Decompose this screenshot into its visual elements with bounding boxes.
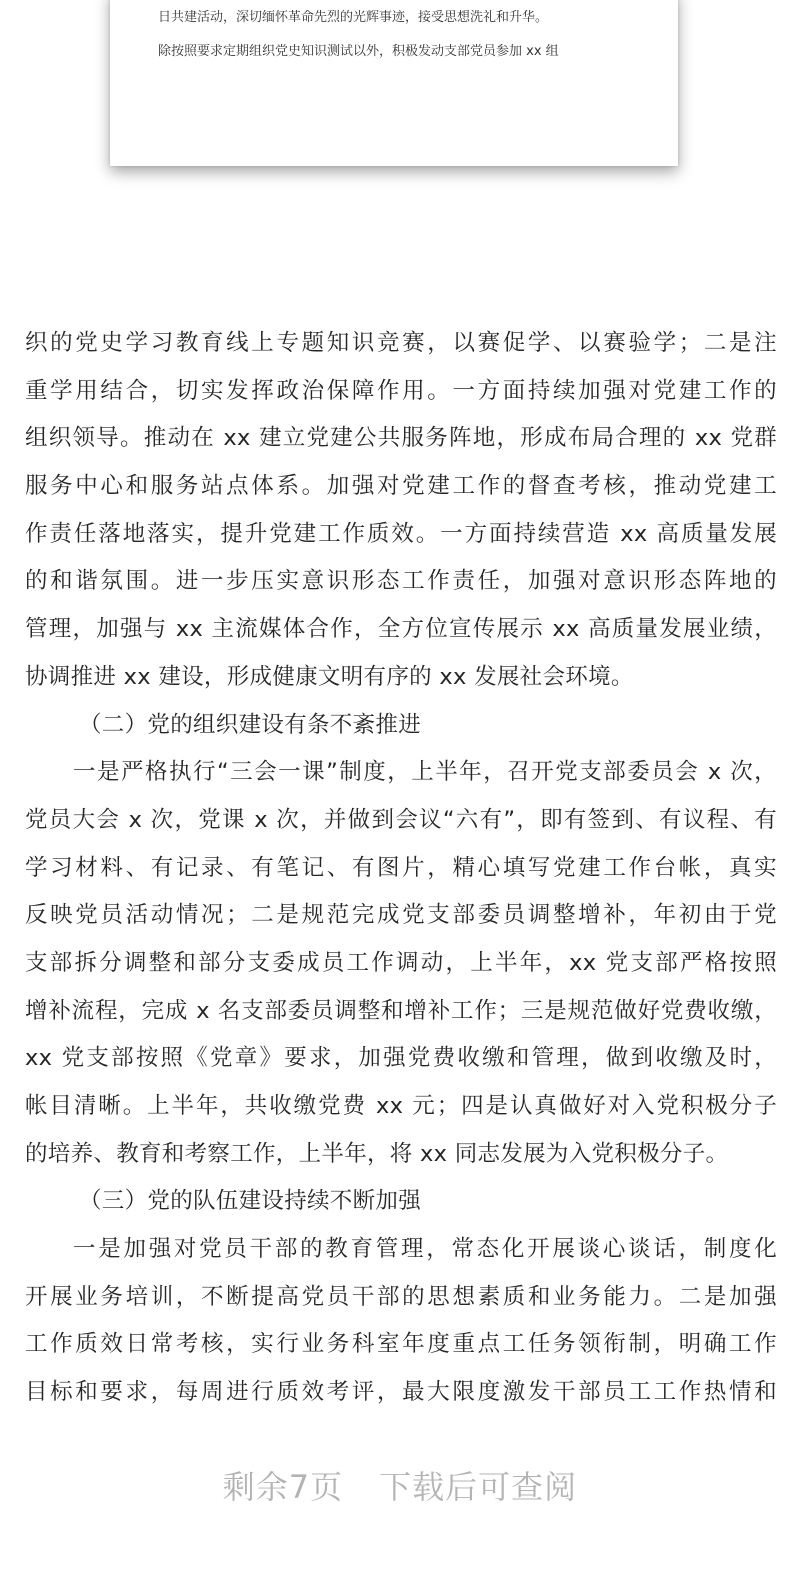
paragraph-line: 帐目清晰。上半年，共收缴党费 xx 元；四是认真做好对入党积极分子 [25,1093,777,1119]
paragraph-line: xx 党支部按照《党章》要求，加强党费收缴和管理，做到收缴及时， [25,1045,777,1072]
download-prompt[interactable] [0,1462,800,1508]
card-text-line [158,0,648,2]
remaining-pages-text: 剩余7页 [222,1468,344,1506]
paragraph-line: 目标和要求，每周进行质效考评，最大限度激发干部员工工作热情和 [25,1379,777,1406]
paragraph-line: 作责任落地落实，提升党建工作质效。一方面持续营造 xx 高质量发展 [25,520,777,547]
section-heading: （二）党的组织建设有条不紊推进 [79,711,422,738]
paragraph-line: 织的党史学习教育线上专题知识竞赛，以赛促学、以赛验学；二是注 [25,330,777,356]
paragraph-line: 重学用结合，切实发挥政治保障作用。一方面持续加强对党建工作的 [25,377,777,404]
paragraph-line: 的和谐氛围。进一步压实意识形态工作责任，加强对意识形态阵地的 [25,568,777,595]
paragraph-line: 增补流程，完成 x 名支部委员调整和增补工作；三是规范做好党费收缴， [25,997,777,1024]
paragraph-line: 的培养、教育和考察工作，上半年，将 xx 同志发展为入党积极分子。 [25,1140,729,1167]
card-text-line: 日共建活动，深切缅怀革命先烈的光辉事迹，接受思想洗礼和升华。 [158,10,549,25]
paragraph-line: 学习材料、有记录、有笔记、有图片，精心填写党建工作台帐，真实 [25,854,777,881]
paragraph-line: 组织领导。推动在 xx 建立党建公共服务阵地，形成布局合理的 xx 党群 [25,425,777,452]
preview-card [110,0,678,166]
paragraph-line: 支部拆分调整和部分支委成员工作调动，上半年，xx 党支部严格按照 [25,949,777,976]
paragraph-line: 一是加强对党员干部的教育管理，常态化开展谈心谈话，制度化 [73,1236,777,1263]
paragraph-line: 一是严格执行“三会一课”制度，上半年，召开党支部委员会 x 次， [73,759,777,786]
paragraph-line: 党员大会 x 次，党课 x 次，并做到会议“六有”，即有签到、有议程、有 [25,806,777,833]
section-heading: （三）党的队伍建设持续不断加强 [79,1188,422,1215]
paragraph-line: 协调推进 xx 建设，形成健康文明有序的 xx 发展社会环境。 [25,663,634,690]
card-text-line: 除按照要求定期组织党史知识测试以外，积极发动支部党员参加 xx 组 [158,44,559,59]
paragraph-line: 管理，加强与 xx 主流媒体合作，全方位宣传展示 xx 高质量发展业绩， [25,616,777,643]
paragraph-line: 服务中心和服务站点体系。加强对党建工作的督查考核，推动党建工 [25,473,777,500]
paragraph-line: 反映党员活动情况；二是规范完成党支部委员调整增补，年初由于党 [25,902,777,929]
paragraph-line: 工作质效日常考核，实行业务科室年度重点工任务领衔制，明确工作 [25,1331,777,1358]
download-hint-text: 下载后可查阅 [379,1468,578,1506]
document-body [25,320,777,1417]
paragraph-line: 开展业务培训，不断提高党员干部的思想素质和业务能力。二是加强 [25,1283,777,1310]
